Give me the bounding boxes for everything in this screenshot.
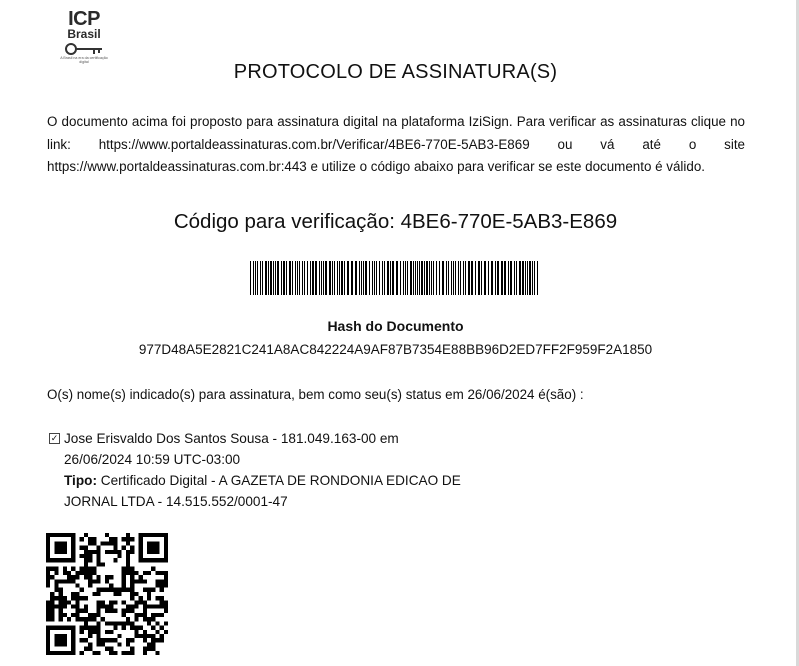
hash-title: Hash do Documento	[327, 318, 464, 334]
hash-value: 977D48A5E2821C241A8AC842224A9AF87B7354E88BB96D2ED7FF2F959F2A1850	[138, 342, 653, 357]
signer-date-line: 26/06/2024 10:59 UTC-03:00	[64, 452, 241, 467]
page-title: PROTOCOLO DE ASSINATURA(S)	[233, 61, 558, 83]
signer-type-value: Certificado Digital - A GAZETA DE RONDONIA EDICAO DE	[96, 473, 461, 488]
signer-type-label: Tipo:	[64, 473, 97, 488]
key-icon	[64, 42, 104, 56]
checkbox-checked-icon: ✓	[50, 433, 59, 443]
qr-code	[46, 533, 168, 655]
logo-tagline: A Brasil na era da certificação digital	[60, 56, 108, 64]
signer-name-line: Jose Erisvaldo Dos Santos Sousa - 181.049.163-00 em	[64, 431, 399, 446]
barcode	[250, 261, 540, 295]
intro-paragraph: O documento acima foi proposto para assinatura digital na plataforma IziSign. Para verificar as assinaturas clique no link: https://www.portaldeassinaturas.com.br/Verificar/4BE6-770E-5AB3-E869 ou vá até o site https://www.portaldeassinaturas.com.br:443 e utilize o código abaixo para verificar se este documento é válido.	[47, 114, 745, 174]
signer-entry	[49, 428, 569, 512]
verification-code: Código para verificação: 4BE6-770E-5AB3-E869	[173, 210, 618, 233]
signer-company-line: JORNAL LTDA - 14.515.552/0001-47	[64, 494, 288, 509]
signer-type-line	[64, 470, 569, 491]
logo-icp-text: ICP	[68, 8, 100, 30]
status-text: O(s) nome(s) indicado(s) para assinatura, bem como seu(s) status em 26/06/2024 é(são) :	[47, 387, 584, 402]
logo-brasil-text: Brasil	[67, 27, 101, 41]
